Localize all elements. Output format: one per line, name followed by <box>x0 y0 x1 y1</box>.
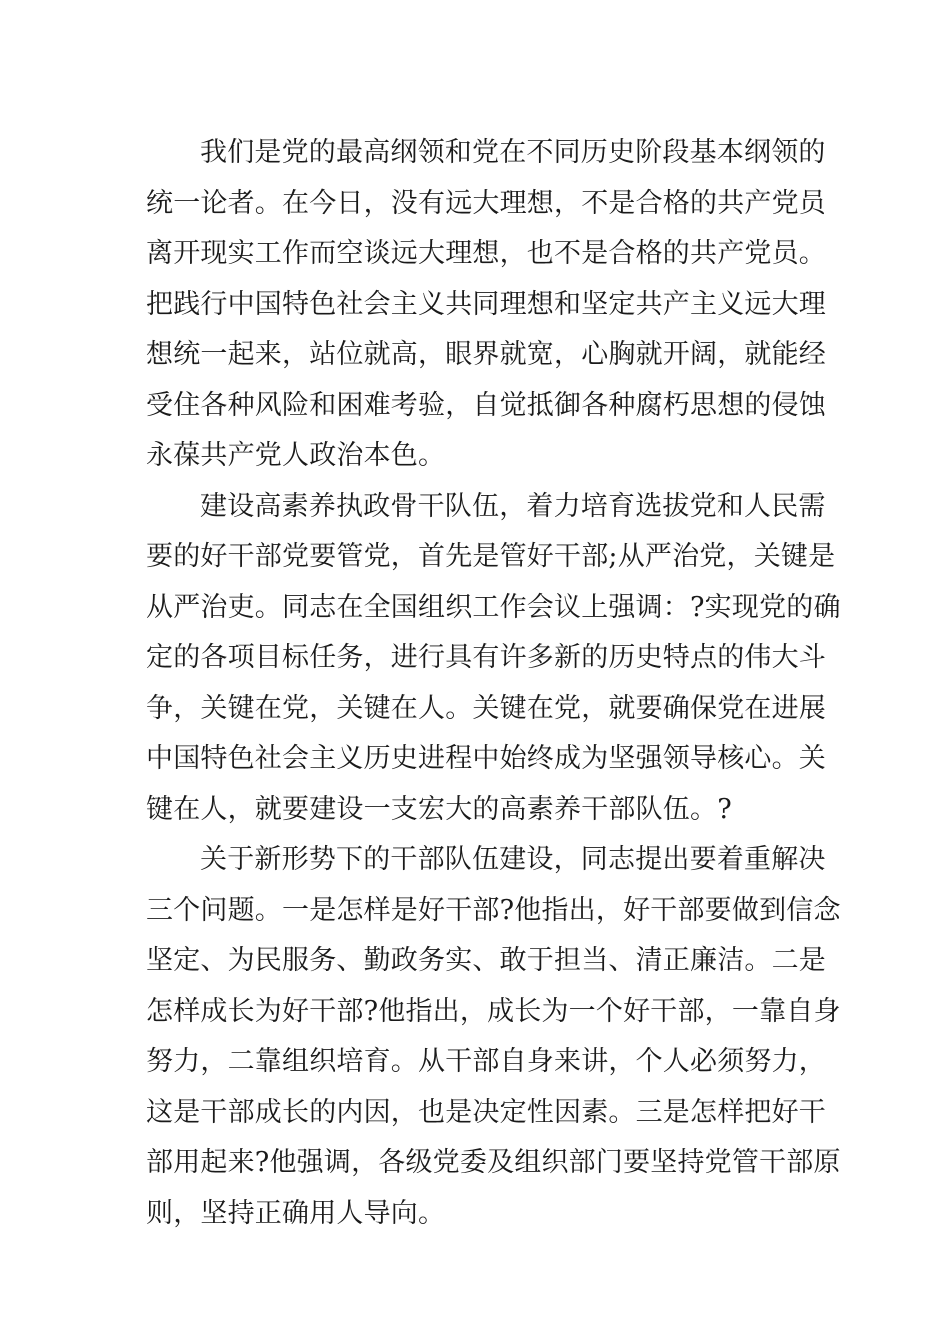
paragraph-3-line-7: 部用起来?他强调，各级党委及组织部门要坚持党管干部原 <box>146 1147 841 1178</box>
paragraph-1-line-7: 永葆共产党人政治本色。 <box>146 440 446 471</box>
document-body <box>146 128 841 1239</box>
paragraph-3-line-1: 关于新形势下的干部队伍建设，同志提出要着重解决 <box>200 844 826 875</box>
paragraph-3-line-4: 怎样成长为好干部?他指出，成长为一个好干部，一靠自身 <box>146 995 841 1027</box>
paragraph-3-line-6: 这是干部成长的内因，也是决定性因素。三是怎样把好干 <box>146 1096 826 1128</box>
paragraph-3-line-3: 坚定、为民服务、勤政务实、敢于担当、清正廉洁。二是 <box>146 945 826 976</box>
paragraph-2-line-4: 定的各项目标任务，进行具有许多新的历史特点的伟大斗 <box>146 642 826 673</box>
paragraph-2-line-2: 要的好干部党要管党，首先是管好干部;从严治党，关键是 <box>146 541 836 572</box>
paragraph-3-line-2: 三个问题。一是怎样是好干部?他指出，好干部要做到信念 <box>146 894 841 926</box>
paragraph-2-line-7: 键在人，就要建设一支宏大的高素养干部队伍。? <box>146 793 732 825</box>
paragraph-2-line-6: 中国特色社会主义历史进程中始终成为坚强领导核心。关 <box>146 743 826 774</box>
paragraph-2-line-1: 建设高素养执政骨干队伍，着力培育选拔党和人民需 <box>200 490 826 522</box>
paragraph-1-line-3: 离开现实工作而空谈远大理想，也不是合格的共产党员。 <box>146 238 826 269</box>
paragraph-1-line-5: 想统一起来，站位就高，眼界就宽，心胸就开阔，就能经 <box>146 339 826 370</box>
paragraph-1-line-4: 把践行中国特色社会主义共同理想和坚定共产主义远大理 <box>146 288 826 320</box>
paragraph-1-line-6: 受住各种风险和困难考验，自觉抵御各种腐朽思想的侵蚀 <box>146 389 826 421</box>
paragraph-2-line-5: 争，关键在党，关键在人。关键在党，就要确保党在进展 <box>146 692 826 724</box>
paragraph-1-line-1: 我们是党的最高纲领和党在不同历史阶段基本纲领的 <box>200 137 826 168</box>
paragraph-3-line-5: 努力，二靠组织培育。从干部自身来讲，个人必须努力， <box>146 1046 826 1077</box>
paragraph-2-line-3: 从严治吏。同志在全国组织工作会议上强调：?实现党的确 <box>146 591 841 623</box>
paragraph-1-line-2: 统一论者。在今日，没有远大理想，不是合格的共产党员 <box>146 187 826 219</box>
paragraph-3-line-8: 则，坚持正确用人导向。 <box>146 1197 446 1229</box>
